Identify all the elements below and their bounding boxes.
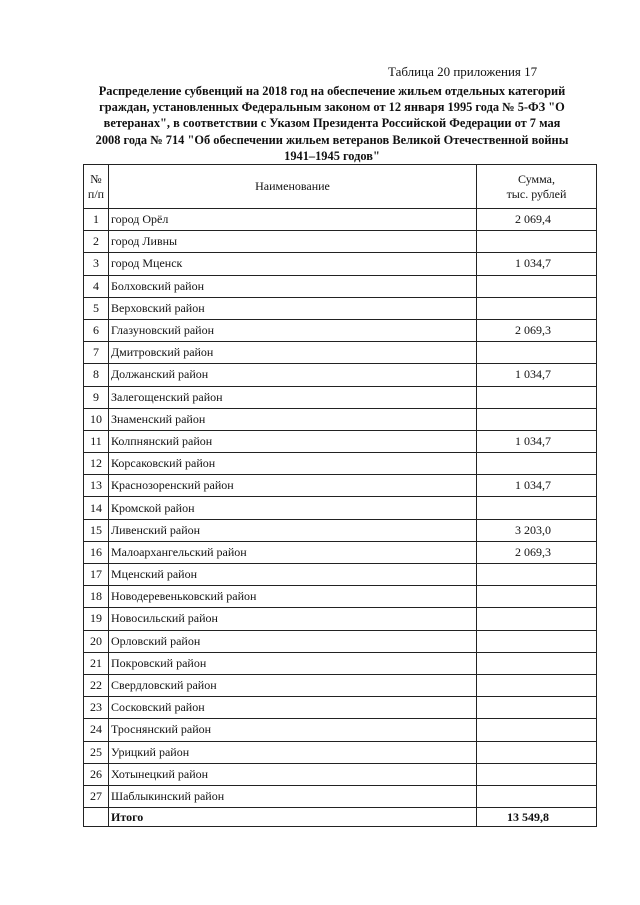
column-header-sum-line1: Сумма, bbox=[518, 171, 555, 186]
row-number: 16 bbox=[84, 541, 109, 563]
row-number: 17 bbox=[84, 564, 109, 586]
row-sum bbox=[477, 342, 597, 364]
table-row bbox=[84, 785, 597, 807]
row-number: 5 bbox=[84, 297, 109, 319]
table-row bbox=[84, 408, 597, 430]
table-header bbox=[84, 165, 597, 209]
row-name: Кромской район bbox=[109, 497, 477, 519]
row-name: Колпнянский район bbox=[109, 430, 477, 452]
title-line: Распределение субвенций на 2018 год на обеспечение жильем отдельных категорий bbox=[98, 84, 566, 98]
row-number: 22 bbox=[84, 674, 109, 696]
row-sum bbox=[477, 630, 597, 652]
total-num-cell bbox=[84, 808, 109, 827]
row-sum bbox=[477, 231, 597, 253]
row-name: Залегощенский район bbox=[109, 386, 477, 408]
table-row bbox=[84, 586, 597, 608]
table-row bbox=[84, 364, 597, 386]
row-number: 4 bbox=[84, 275, 109, 297]
row-number: 14 bbox=[84, 497, 109, 519]
document-title bbox=[82, 83, 582, 164]
column-header-sum bbox=[477, 165, 597, 209]
row-number: 9 bbox=[84, 386, 109, 408]
column-header-number-line1: № bbox=[90, 171, 102, 186]
row-name: город Ливны bbox=[109, 231, 477, 253]
total-label: Итого bbox=[109, 808, 477, 827]
row-sum bbox=[477, 697, 597, 719]
table-row bbox=[84, 541, 597, 563]
table-row bbox=[84, 652, 597, 674]
row-number: 7 bbox=[84, 342, 109, 364]
row-sum bbox=[477, 763, 597, 785]
row-name: Дмитровский район bbox=[109, 342, 477, 364]
table-row bbox=[84, 763, 597, 785]
table-row bbox=[84, 741, 597, 763]
row-sum bbox=[477, 785, 597, 807]
row-name: Корсаковский район bbox=[109, 453, 477, 475]
row-sum: 1 034,7 bbox=[477, 364, 597, 386]
row-number: 26 bbox=[84, 763, 109, 785]
subvention-table bbox=[83, 164, 597, 827]
row-number: 11 bbox=[84, 430, 109, 452]
row-name: Ливенский район bbox=[109, 519, 477, 541]
table-row bbox=[84, 342, 597, 364]
row-number: 15 bbox=[84, 519, 109, 541]
table-row bbox=[84, 209, 597, 231]
table-body bbox=[84, 209, 597, 808]
row-number: 3 bbox=[84, 253, 109, 275]
row-name: Должанский район bbox=[109, 364, 477, 386]
table-row bbox=[84, 453, 597, 475]
row-name: Знаменский район bbox=[109, 408, 477, 430]
row-number: 27 bbox=[84, 785, 109, 807]
column-header-number-line2: п/п bbox=[87, 186, 105, 201]
row-name: Хотынецкий район bbox=[109, 763, 477, 785]
table-row bbox=[84, 475, 597, 497]
row-sum: 2 069,4 bbox=[477, 209, 597, 231]
row-name: Мценский район bbox=[109, 564, 477, 586]
title-line: ветеранах", в соответствии с Указом Президента Российской Федерации от 7 мая bbox=[103, 116, 561, 131]
table-row bbox=[84, 697, 597, 719]
table-row bbox=[84, 275, 597, 297]
row-name: Орловский район bbox=[109, 630, 477, 652]
row-number: 1 bbox=[84, 209, 109, 231]
row-name: Глазуновский район bbox=[109, 319, 477, 341]
row-number: 10 bbox=[84, 408, 109, 430]
total-row bbox=[84, 808, 597, 827]
row-name: город Орёл bbox=[109, 209, 477, 231]
appendix-label: Таблица 20 приложения 17 bbox=[388, 64, 538, 79]
column-header-number bbox=[84, 165, 109, 209]
row-sum bbox=[477, 386, 597, 408]
total-sum: 13 549,8 bbox=[477, 808, 597, 827]
row-name: Урицкий район bbox=[109, 741, 477, 763]
table-row bbox=[84, 564, 597, 586]
row-number: 18 bbox=[84, 586, 109, 608]
row-name: Верховский район bbox=[109, 297, 477, 319]
row-name: Малоархангельский район bbox=[109, 541, 477, 563]
row-sum bbox=[477, 741, 597, 763]
table-row bbox=[84, 719, 597, 741]
row-sum: 1 034,7 bbox=[477, 475, 597, 497]
row-name: Шаблыкинский район bbox=[109, 785, 477, 807]
row-number: 19 bbox=[84, 608, 109, 630]
row-name: Новосильский район bbox=[109, 608, 477, 630]
table-row bbox=[84, 497, 597, 519]
row-name: Покровский район bbox=[109, 652, 477, 674]
row-sum: 1 034,7 bbox=[477, 253, 597, 275]
row-sum bbox=[477, 275, 597, 297]
row-number: 21 bbox=[84, 652, 109, 674]
row-sum bbox=[477, 608, 597, 630]
table-row bbox=[84, 630, 597, 652]
row-number: 13 bbox=[84, 475, 109, 497]
title-line: 1941–1945 годов" bbox=[284, 148, 380, 163]
row-name: Новодеревеньковский район bbox=[109, 586, 477, 608]
row-sum: 2 069,3 bbox=[477, 319, 597, 341]
row-sum bbox=[477, 719, 597, 741]
title-line: 2008 года № 714 "Об обеспечении жильем ветеранов Великой Отечественной войны bbox=[95, 132, 569, 147]
row-number: 6 bbox=[84, 319, 109, 341]
row-number: 2 bbox=[84, 231, 109, 253]
table-row bbox=[84, 674, 597, 696]
table-row bbox=[84, 253, 597, 275]
row-number: 12 bbox=[84, 453, 109, 475]
row-name: Свердловский район bbox=[109, 674, 477, 696]
table-row bbox=[84, 231, 597, 253]
title-line: граждан, установленных Федеральным законом от 12 января 1995 года № 5-ФЗ "О bbox=[99, 100, 565, 115]
row-number: 8 bbox=[84, 364, 109, 386]
row-sum bbox=[477, 297, 597, 319]
row-name: Болховский район bbox=[109, 275, 477, 297]
row-sum bbox=[477, 453, 597, 475]
row-name: город Мценск bbox=[109, 253, 477, 275]
table-row bbox=[84, 386, 597, 408]
row-sum bbox=[477, 586, 597, 608]
table-footer bbox=[84, 808, 597, 827]
table-row bbox=[84, 319, 597, 341]
row-sum bbox=[477, 497, 597, 519]
row-sum bbox=[477, 652, 597, 674]
column-header-name: Наименование bbox=[109, 165, 477, 209]
row-name: Сосковский район bbox=[109, 697, 477, 719]
row-name: Краснозоренский район bbox=[109, 475, 477, 497]
table-row bbox=[84, 608, 597, 630]
row-number: 23 bbox=[84, 697, 109, 719]
row-number: 25 bbox=[84, 741, 109, 763]
table-row bbox=[84, 519, 597, 541]
table-row bbox=[84, 297, 597, 319]
row-sum bbox=[477, 674, 597, 696]
row-number: 24 bbox=[84, 719, 109, 741]
row-sum bbox=[477, 564, 597, 586]
column-header-sum-line2: тыс. рублей bbox=[506, 186, 567, 201]
table-row bbox=[84, 430, 597, 452]
row-sum: 1 034,7 bbox=[477, 430, 597, 452]
row-sum bbox=[477, 408, 597, 430]
row-sum: 3 203,0 bbox=[477, 519, 597, 541]
row-sum: 2 069,3 bbox=[477, 541, 597, 563]
row-number: 20 bbox=[84, 630, 109, 652]
row-name: Троснянский район bbox=[109, 719, 477, 741]
